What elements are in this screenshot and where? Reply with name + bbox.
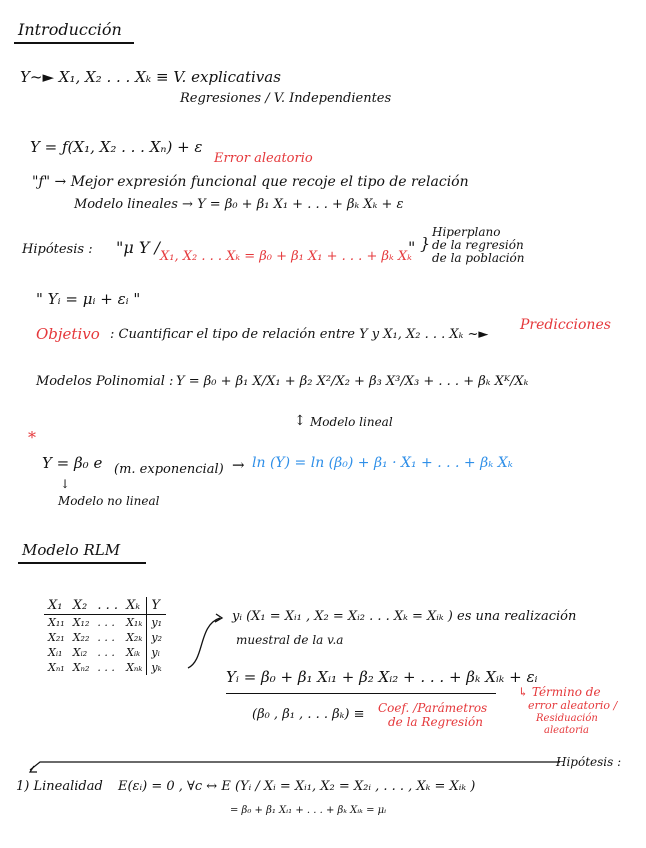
intro-f-description: "ƒ" → Mejor expresión funcional que recoje el tipo de relación — [32, 174, 469, 190]
yi-equation: " Yᵢ = μᵢ + εᵢ " — [36, 290, 141, 308]
polynomial-label: Modelos Polinomial : — [36, 374, 174, 389]
intro-general-model: Y = ƒ(X₁, X₂ . . . Xₙ) + ε — [30, 138, 203, 156]
linearity-label: 1) Linealidad — [16, 779, 103, 794]
linearity-expression: E(εᵢ) = 0 , ∀c ↔ E (Yᵢ / Xᵢ = Xᵢ₁, X₂ = X₂ᵢ , . . . , Xₖ = Xᵢₖ ) — [118, 779, 476, 794]
coefficients-expression: (β₀ , β₁ , . . . βₖ) ≡ — [252, 707, 365, 722]
table-cell: X₁₁ — [48, 616, 65, 629]
predictions-label: Predicciones — [520, 317, 611, 333]
table-cell: . . . — [97, 646, 115, 659]
coefficients-note-1: Coef. /Parámetros — [378, 701, 488, 715]
table-cell: Xₙ₁ — [48, 661, 65, 674]
table-cell: . . . — [97, 616, 115, 629]
table-cell: Xᵢₖ — [126, 646, 141, 659]
intro-linear-models: Modelo lineales → Y = β₀ + β₁ X₁ + . . . + βₖ Xₖ + ε — [74, 197, 404, 212]
exponential-lhs: Y = β₀ e — [42, 454, 103, 472]
term-note-2: error aleatorio / — [528, 699, 618, 712]
table-header-cell: X₁ — [44, 597, 69, 615]
section-heading-rlm: Modelo RLM — [22, 541, 121, 559]
exponential-subscript: (m. exponencial) — [114, 462, 224, 477]
table-cell: y₁ — [147, 615, 166, 631]
table-header-cell: Xₖ — [122, 597, 147, 615]
coefficients-note-2: de la Regresión — [388, 715, 484, 729]
table-cell: yᵢ — [147, 645, 166, 660]
modelo-no-lineal-label: Modelo no lineal — [58, 494, 160, 508]
table-cell: . . . — [97, 631, 115, 644]
table-cell: X₂₁ — [48, 631, 65, 644]
hypothesis-label: Hipótesis : — [22, 242, 93, 257]
hypothesis-arrow — [30, 762, 560, 770]
right-arrow-icon: → — [232, 456, 245, 474]
table-header-cell: Y — [147, 597, 166, 615]
term-note-1: ↳ Término de — [518, 685, 601, 699]
term-note-4: aleatoria — [544, 725, 590, 736]
linearity-result: = β₀ + β₁ Xᵢ₁ + . . . + βₖ Xᵢₖ = μᵢ — [230, 805, 387, 816]
table-header-cell: . . . — [93, 597, 122, 615]
hypothesis-quote-end: " — [408, 238, 416, 257]
table-cell: X₁₂ — [72, 616, 90, 629]
intro-line-variables: Y~► X₁, X₂ . . . Xₖ ≡ V. explicativas — [20, 68, 281, 86]
table-cell: y₂ — [147, 630, 166, 645]
realization-line-2: muestral de la v.a — [236, 633, 344, 647]
error-aleatorio-note: Error aleatorio — [214, 151, 313, 166]
polynomial-expression: Y = β₀ + β₁ X/X₁ + β₂ X²/X₂ + β₃ X³/X₃ + . . . + βₖ Xᴷ/Xₖ — [176, 374, 529, 389]
table-cell: Xᵢ₂ — [72, 646, 88, 659]
table-cell: yₖ — [147, 660, 166, 675]
table-to-realization-arrow — [188, 618, 220, 668]
hyperplane-note-1: Hiperplano — [432, 225, 501, 239]
objective-text: : Cuantificar el tipo de relación entre Y y X₁, X₂ . . . Xₖ ~► — [110, 327, 489, 342]
rlm-equation: Yᵢ = β₀ + β₁ Xᵢ₁ + β₂ Xᵢ₂ + . . . + βₖ Xᵢₖ + εᵢ — [226, 668, 538, 686]
table-cell: Xᵢ₁ — [48, 646, 63, 659]
table-cell: Xₙ₂ — [72, 661, 90, 674]
table-cell: Xₙₖ — [126, 661, 143, 674]
star-mark: * — [28, 428, 36, 447]
hypothesis-mu: "μ Y / — [116, 238, 160, 257]
intro-line-regresores: Regresiones / V. Independientes — [180, 91, 392, 106]
realization-line-1: yᵢ (X₁ = Xᵢ₁ , X₂ = Xᵢ₂ . . . Xₖ = Xᵢₖ ) es una realización — [232, 609, 577, 624]
table-cell: X₁ₖ — [126, 616, 143, 629]
down-arrow-icon: ↓ — [60, 477, 71, 491]
section-heading-intro: Introducción — [18, 20, 122, 39]
hypothesis-right-label: Hipótesis : — [556, 755, 622, 769]
equation-underline — [226, 693, 496, 694]
hyperplane-note-2: de la regresión — [432, 238, 524, 252]
updown-arrow-icon: ↕ — [294, 413, 306, 429]
table-header-cell: X₂ — [69, 597, 94, 615]
hyperplane-note-3: de la población — [432, 251, 525, 265]
hyperplane-brace: } — [420, 234, 431, 253]
hypothesis-expression: X₁, X₂ . . . Xₖ = β₀ + β₁ X₁ + . . . + βₖ Xₖ — [160, 249, 412, 264]
log-linear-expression: ln (Y) = ln (β₀) + β₁ · X₁ + . . . + βₖ Xₖ — [252, 455, 513, 471]
table-cell: . . . — [97, 661, 115, 674]
table-cell: X₂₂ — [72, 631, 90, 644]
term-note-3: Residuación — [536, 713, 598, 724]
objective-label: Objetivo — [36, 325, 100, 343]
modelo-lineal-label: Modelo lineal — [310, 415, 393, 429]
table-cell: X₂ₖ — [126, 631, 143, 644]
